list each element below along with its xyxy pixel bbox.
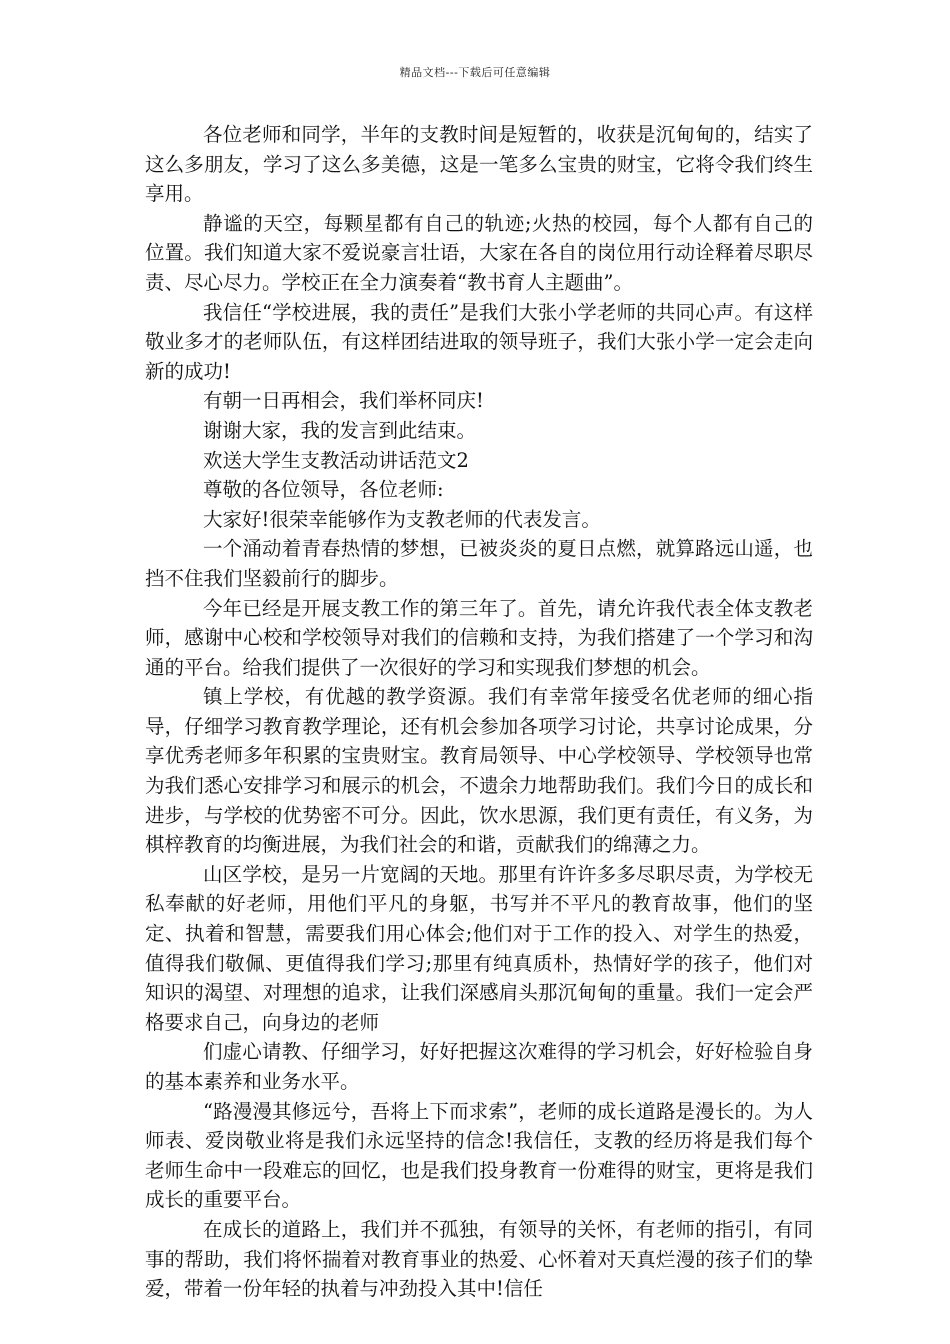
document-body xyxy=(145,120,813,1304)
paragraph: 有朝一日再相会，我们举杯同庆! xyxy=(203,389,484,413)
paragraph: 山区学校，是另一片宽阔的天地。那里有许许多多尽职尽责，为学校无私奉献的好老师，用他们平凡的身躯，书写并不平凡的教育故事，他们的坚定、执着和智慧，需要我们用心体会;他们对于工作的投入、对学生的热爱，值得我们敬佩、更值得我们学习;那里有纯真质朴，热情好学的孩子，他们对知识的渴望、对理想的追求，让我们深感肩头那沉甸甸的重量。我们一定会严格要求自己，向身边的老师 xyxy=(145,862,813,1034)
paragraph: 静谧的天空，每颗星都有自己的轨迹;火热的校园，每个人都有自己的位置。我们知道大家不爱说豪言壮语，大家在各自的岗位用行动诠释着尽职尽责、尽心尽力。学校正在全力演奏着“教书育人主题曲”。 xyxy=(145,211,813,294)
paragraph: 我信任“学校进展，我的责任”是我们大张小学老师的共同心声。有这样敬业多才的老师队伍，有这样团结进取的领导班子，我们大张小学一定会走向新的成功! xyxy=(145,300,813,383)
salutation: 尊敬的各位领导，各位老师: xyxy=(203,478,444,502)
paragraph: 今年已经是开展支教工作的第三年了。首先，请允许我代表全体支教老师，感谢中心校和学校领导对我们的信赖和支持，为我们搭建了一个学习和沟通的平台。给我们提供了一次很好的学习和实现我们梦想的机会。 xyxy=(145,596,813,679)
paragraph: 在成长的道路上，我们并不孤独，有领导的关怀，有老师的指引，有同事的帮助，我们将怀揣着对教育事业的热爱、心怀着对天真烂漫的孩子们的挚爱，带着一份年轻的执着与冲劲投入其中!信任 xyxy=(145,1217,813,1301)
paragraph: 各位老师和同学，半年的支教时间是短暂的，收获是沉甸甸的，结实了这么多朋友，学习了这么多美德，这是一笔多么宝贵的财宝，它将令我们终生享用。 xyxy=(145,123,813,206)
paragraph: 们虚心请教、仔细学习，好好把握这次难得的学习机会，好好检验自身的基本素养和业务水平。 xyxy=(145,1040,813,1093)
paragraph: “路漫漫其修远兮，吾将上下而求索”，老师的成长道路是漫长的。为人师表、爱岗敬业将是我们永远坚持的信念!我信任，支教的经历将是我们每个老师生命中一段难忘的回忆，也是我们投身教育一份难得的财宝，更将是我们成长的重要平台。 xyxy=(145,1099,813,1212)
paragraph: 大家好!很荣幸能够作为支教老师的代表发言。 xyxy=(203,507,601,531)
paragraph: 镇上学校，有优越的教学资源。我们有幸常年接受名优老师的细心指导，仔细学习教育教学理论，还有机会参加各项学习讨论，共享讨论成果，分享优秀老师多年积累的宝贵财宝。教育局领导、中心学校领导、学校领导也常为我们悉心安排学习和展示的机会，不遗余力地帮助我们。我们今日的成长和进步，与学校的优势密不可分。因此，饮水思源，我们更有责任，有义务，为棋梓教育的均衡进展，为我们社会的和谐，贡献我们的绵薄之力。 xyxy=(145,685,813,857)
paragraph: 谢谢大家，我的发言到此结束。 xyxy=(203,418,477,442)
page-header: 精品文档---下载后可任意编辑 xyxy=(399,66,551,79)
section-title: 欢送大学生支教活动讲话范文2 xyxy=(203,448,469,472)
paragraph: 一个涌动着青春热情的梦想，已被炎炎的夏日点燃，就算路远山遥，也挡不住我们坚毅前行的脚步。 xyxy=(145,537,813,590)
